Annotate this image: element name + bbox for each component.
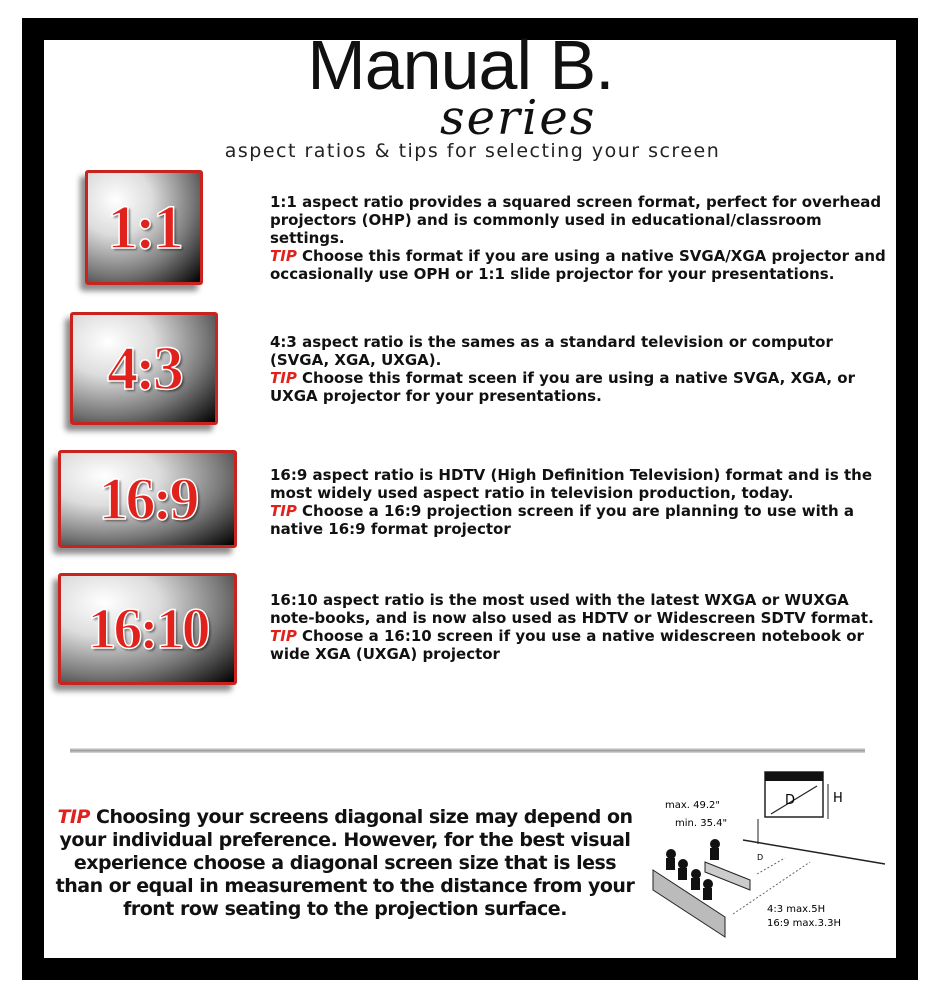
height-label: H [833,791,843,806]
ratio-description-16-9 [270,466,896,538]
ratio-distance-169: 16:9 max.3.3H [767,918,842,929]
bottom-tip [55,806,635,921]
seating-distance-diagram [645,762,905,962]
divider [70,748,865,753]
badge-16-10 [58,573,237,685]
description-text: 1:1 aspect ratio provides a squared screen format, perfect for overhead projectors (OHP) and is commonly used in educational/classroom settings. [270,193,882,247]
tip-label: TIP [57,806,90,828]
description-text: 16:9 aspect ratio is HDTV (High Definition Television) format and is the most widely used aspect ratio in television production, today. [270,466,872,502]
ratio-description-1-1 [270,193,896,283]
tip-text: Choose a 16:9 projection screen if you are planning to use with a native 16:9 format projector [270,502,854,538]
tip-label: TIP [270,247,297,265]
tip-label: TIP [270,502,297,520]
ratio-distance-43: 4:3 max.5H [767,904,826,915]
tip-text: Choosing your screens diagonal size may depend on your individual preference. However, for the best visual experience choose a diagonal screen size that is less than or equal in measurement to the distance from your front row seating to the projection surface. [55,806,635,920]
rear-bench [653,870,725,937]
diagonal-label: D [785,793,796,808]
tip-text: Choose a 16:10 screen if you use a native widescreen notebook or wide XGA (UXGA) projector [270,627,864,663]
tip-text: Choose this format if you are using a native SVGA/XGA projector and occasionally use OPH or 1:1 slide projector for your presentations. [270,247,886,283]
tip-label: TIP [270,627,297,645]
badge-label: 1:1 [107,193,181,262]
tip-text: Choose this format sceen if you are using a native SVGA, XGA, or UXGA projector for your presentations. [270,369,855,405]
subtitle: aspect ratios & tips for selecting your screen [224,140,721,162]
badge-4-3 [70,312,218,425]
description-text: 16:10 aspect ratio is the most used with the latest WXGA or WUXGA note-books, and is now also used as HDTV or Widescreen SDTV format. [270,591,874,627]
badge-label: 16:10 [87,596,208,661]
badge-label: 4:3 [107,334,181,403]
ratio-description-4-3 [270,333,896,405]
series-script: series [440,90,597,146]
badge-16-9 [58,450,237,548]
max-height-label: max. 49.2" [665,800,721,811]
tip-label: TIP [270,369,297,387]
min-height-label: min. 35.4" [675,818,728,829]
badge-label: 16:9 [98,466,197,532]
floor-line [743,840,885,864]
distance-label: D [757,853,764,862]
page-title-text: Manual B. [307,26,614,104]
description-text: 4:3 aspect ratio is the sames as a standard television or computor (SVGA, XGA, UXGA). [270,333,833,369]
ratio-description-16-10 [270,591,896,663]
badge-1-1 [85,170,203,285]
screen-housing [765,772,823,781]
